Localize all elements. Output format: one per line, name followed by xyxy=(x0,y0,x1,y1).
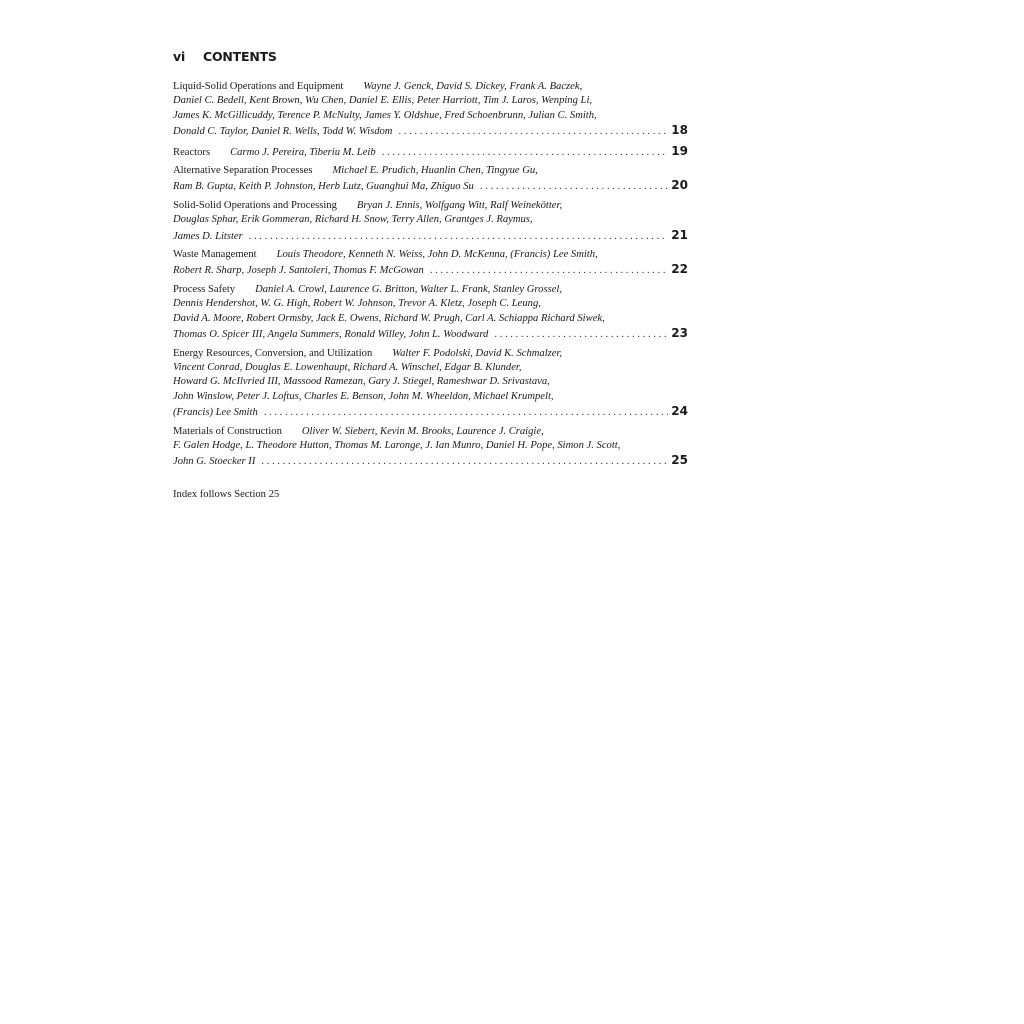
toc-entry xyxy=(173,144,688,160)
section-number: 18 xyxy=(671,123,688,138)
page-title: CONTENTS xyxy=(203,49,277,64)
toc-entry-first-line xyxy=(173,347,688,361)
dot-leader xyxy=(249,230,669,244)
section-number: 23 xyxy=(671,326,688,341)
section-title: Reactors xyxy=(173,146,211,158)
section-authors: Louis Theodore, Kenneth N. Weiss, John D. McKenna, (Francis) Lee Smith, xyxy=(276,249,598,261)
page-header xyxy=(173,49,688,64)
toc-entry-first-line xyxy=(173,425,688,439)
section-authors-line: David A. Moore, Robert Ormsby, Jack E. Owens, Richard W. Prugh, Carl A. Schiappa Richard Siwek, xyxy=(173,312,605,324)
section-authors-line: (Francis) Lee Smith xyxy=(173,407,258,419)
dot-leader xyxy=(261,455,668,469)
section-title: Waste Management xyxy=(173,249,257,261)
dot-leader xyxy=(382,146,669,160)
toc-entry xyxy=(173,425,688,470)
section-authors: Michael E. Prudich, Huanlin Chen, Tingyue Gu, xyxy=(332,165,538,177)
toc-entry xyxy=(173,164,688,195)
section-authors-line: James D. Litster xyxy=(173,230,243,242)
section-authors: Daniel A. Crowl, Laurence G. Britton, Walter L. Frank, Stanley Grossel, xyxy=(255,283,562,295)
toc-entry-first-line xyxy=(173,248,688,262)
contents-page xyxy=(173,49,688,500)
dot-leader xyxy=(398,125,668,139)
index-note: Index follows Section 25 xyxy=(173,488,280,500)
toc-entry-last-line xyxy=(173,326,688,342)
page-folio: vi xyxy=(173,49,186,64)
toc-entry-first-line xyxy=(173,164,688,178)
dot-leader xyxy=(264,406,669,420)
section-authors-line: Donald C. Taylor, Daniel R. Wells, Todd W. Wisdom xyxy=(173,126,393,138)
section-authors-line: Robert R. Sharp, Joseph J. Santoleri, Thomas F. McGowan xyxy=(173,265,424,277)
dot-leader xyxy=(480,180,668,194)
section-authors-line: Thomas O. Spicer III, Angela Summers, Ronald Willey, John L. Woodward xyxy=(173,329,489,341)
section-title: Energy Resources, Conversion, and Utilization xyxy=(173,347,373,359)
section-number: 25 xyxy=(671,453,688,468)
section-title: Materials of Construction xyxy=(173,425,282,437)
dot-leader xyxy=(430,264,668,278)
section-authors: Oliver W. Siebert, Kevin M. Brooks, Laurence J. Craigie, xyxy=(301,425,544,437)
section-authors-line: John G. Stoecker II xyxy=(173,456,256,468)
section-title: Process Safety xyxy=(173,283,236,295)
section-authors-line: James K. McGillicuddy, Terence P. McNulty, James Y. Oldshue, Fred Schoenbrunn, Julian C. Smith, xyxy=(173,109,597,121)
section-authors-line: Dennis Hendershot, W. G. High, Robert W. Johnson, Trevor A. Kletz, Joseph C. Leung, xyxy=(173,298,541,310)
section-authors-line: Vincent Conrad, Douglas E. Lowenhaupt, Richard A. Winschel, Edgar B. Klunder, xyxy=(173,361,522,373)
toc-entry-first-line xyxy=(173,80,688,94)
section-authors-line: John Winslow, Peter J. Loftus, Charles E. Benson, John M. Wheeldon, Michael Krumpelt, xyxy=(173,390,554,402)
section-number: 24 xyxy=(671,404,688,419)
section-authors-line: Douglas Sphar, Erik Gommeran, Richard H. Snow, Terry Allen, Grantges J. Raymus, xyxy=(173,214,533,226)
toc-entry xyxy=(173,248,688,279)
section-number: 22 xyxy=(671,262,688,277)
toc-entry-first-line xyxy=(173,283,688,297)
toc-entry xyxy=(173,80,688,140)
section-authors-line: F. Galen Hodge, L. Theodore Hutton, Thomas M. Laronge, J. Ian Munro, Daniel H. Pope, Simon J. Scott, xyxy=(173,439,621,451)
toc-entry-last-line xyxy=(173,228,688,244)
section-title: Alternative Separation Processes xyxy=(173,165,313,177)
toc-entry-first-line xyxy=(173,144,688,160)
section-authors: Wayne J. Genck, David S. Dickey, Frank A. Baczek, xyxy=(363,81,583,92)
toc-entry-last-line xyxy=(173,404,688,420)
toc-entry xyxy=(173,347,688,421)
dot-leader xyxy=(494,328,668,342)
toc-entry-last-line xyxy=(173,453,688,469)
toc-entry-last-line xyxy=(173,123,688,139)
section-authors: Carmo J. Pereira, Tiberiu M. Leib xyxy=(230,146,376,158)
toc-entry xyxy=(173,283,688,343)
section-number: 21 xyxy=(671,227,688,242)
toc-entry-first-line xyxy=(173,199,688,213)
section-title: Liquid-Solid Operations and Equipment xyxy=(173,81,344,92)
section-authors-line: Daniel C. Bedell, Kent Brown, Wu Chen, Daniel E. Ellis, Peter Harriott, Tim J. Laros, Wenping Li, xyxy=(173,95,593,107)
toc-entry xyxy=(173,199,688,244)
section-authors-line: Howard G. McIlvried III, Massood Ramezan, Gary J. Stiegel, Rameshwar D. Srivastava, xyxy=(173,376,550,388)
section-authors: Bryan J. Ennis, Wolfgang Witt, Ralf Weinekötter, xyxy=(356,199,563,211)
section-authors-line: Ram B. Gupta, Keith P. Johnston, Herb Lutz, Guanghui Ma, Zhiguo Su xyxy=(173,181,474,193)
section-authors: Walter F. Podolski, David K. Schmalzer, xyxy=(392,347,563,359)
section-title: Solid-Solid Operations and Processing xyxy=(173,199,337,211)
toc-list xyxy=(173,80,688,470)
section-number: 20 xyxy=(671,178,688,193)
toc-entry-last-line xyxy=(173,262,688,278)
section-number: 19 xyxy=(671,143,688,158)
toc-entry-last-line xyxy=(173,178,688,194)
